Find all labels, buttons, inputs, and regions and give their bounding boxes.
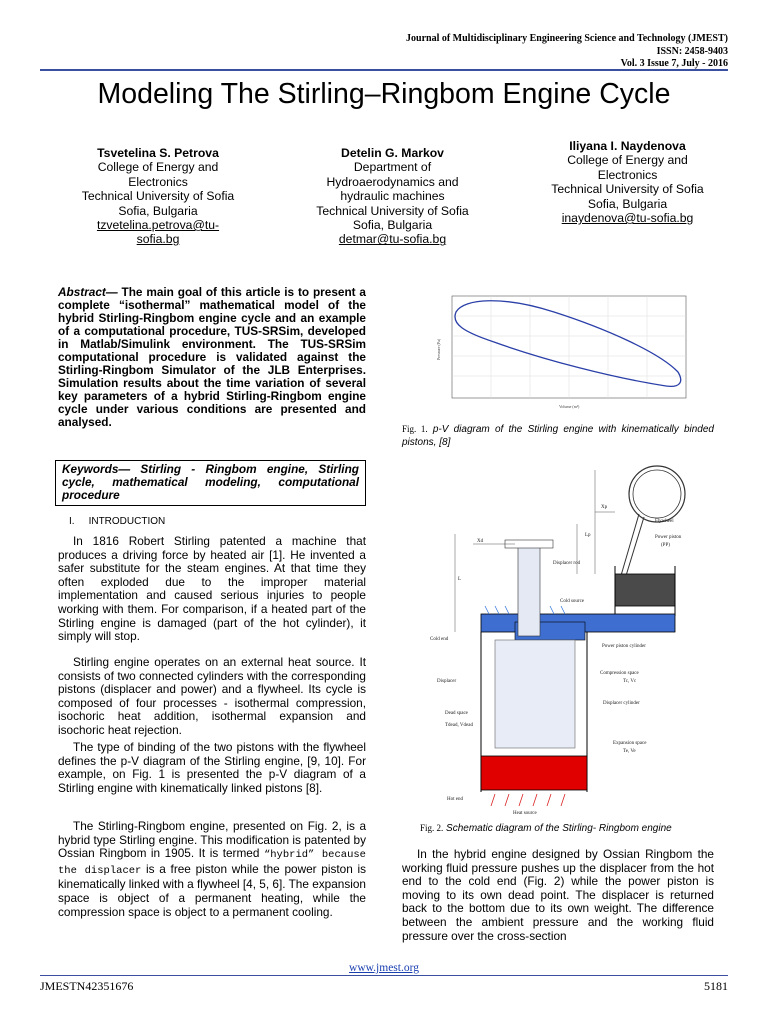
- author-affiliation: Sofia, Bulgaria: [118, 203, 198, 218]
- author-affiliation: Sofia, Bulgaria: [587, 196, 668, 211]
- author-affiliation: Technical University of Sofia: [81, 189, 235, 204]
- power-piston-shape: [615, 574, 675, 606]
- label-pp: (PP): [661, 543, 670, 548]
- section-number: I.: [69, 516, 75, 527]
- author-affiliation: Department of: [353, 160, 432, 175]
- paragraph-4: [58, 820, 366, 919]
- label-dead-space: Dead space: [445, 711, 468, 716]
- journal-volume: Vol. 3 Issue 7, July - 2016: [620, 58, 728, 69]
- author-affiliation: Technical University of Sofia: [551, 182, 704, 197]
- author-affiliation: hydraulic machines: [340, 189, 445, 204]
- paragraph-4-text: The Stirling-Ringbom engine, presented on Fig. 2, is a hybrid type Stirling engine. This modification is patented by Ossian Ringbom in 1905. It is termed: [58, 819, 366, 861]
- right-paragraph: In the hybrid engine designed by Ossian Ringbom the working fluid pressure pushes up the displacer from the hot end to the cold end (Fig. 2) while the power piston is moving to its own dead point. The displacer is returned back to the bottom due to its own weight. The difference between the ambient pressure and the working fluid pressure over the cross-section: [402, 847, 714, 943]
- label-cold-source: Cold source: [560, 599, 585, 604]
- label-compression: Compression space: [600, 671, 639, 676]
- label-displacer-rod: Displacer rod: [553, 561, 581, 566]
- footer-website-link[interactable]: www.jmest.org: [349, 962, 419, 974]
- author-name: Iliyana I. Naydenova: [569, 139, 686, 153]
- author-affiliation: Sofia, Bulgaria: [352, 218, 433, 233]
- label-expansion: Expansion space: [613, 741, 647, 746]
- displacer-shape: [495, 640, 575, 748]
- fig1-ylabel: Pressure (Pa): [436, 338, 441, 360]
- journal-name: Journal of Multidisciplinary Engineering Science and Technology (JMEST): [406, 33, 728, 44]
- abstract-label: Abstract—: [58, 285, 118, 299]
- label-cold-end: Cold end: [430, 637, 449, 642]
- label-flywheel: Flywheel: [655, 519, 674, 524]
- fig2-label: Fig. 2.: [420, 823, 444, 833]
- header-rule: [40, 69, 728, 71]
- author-2: [300, 146, 485, 247]
- label-displacer: Displacer: [437, 679, 457, 684]
- footer-page-number: 5181: [704, 979, 728, 993]
- fig1-label: Fig. 1.: [402, 424, 428, 434]
- fig2-schematic: [415, 462, 725, 817]
- label-ppc: Power piston cylinder: [602, 644, 646, 649]
- keywords-label: Keywords—: [62, 462, 131, 476]
- footer-article-id: JMESTN42351676: [40, 979, 134, 993]
- label-hot-end: Hot end: [447, 797, 463, 802]
- label-tdead: Tdead, Vdead: [445, 723, 473, 728]
- fig1-pv-diagram: [434, 290, 694, 412]
- author-affiliation: College of Energy and: [97, 160, 219, 175]
- fig1-caption-text: p-V diagram of the Stirling engine with kinematically binded pistons, [8]: [402, 424, 714, 448]
- author-affiliation: Hydroaerodynamics and: [326, 174, 459, 189]
- author-3: [535, 139, 720, 225]
- label-lp: Lp: [585, 533, 591, 538]
- label-tcvc: Tc, Vc: [623, 679, 637, 684]
- label-l: L: [458, 577, 462, 582]
- keywords-text: Stirling - Ringbom engine, Stirling cycle, mathematical modeling, computational procedure: [62, 462, 359, 502]
- journal-header: [406, 33, 728, 71]
- abstract: [58, 286, 366, 429]
- section-title: INTRODUCTION: [88, 516, 166, 527]
- paragraph-4-text: is a free piston while the power piston is kinematically linked with a flywheel [4, 5, 6]. The expansion space is object of a permanent heating, while the compression space is object to a permanent cooling.: [58, 861, 366, 919]
- journal-issn: ISSN: 2458-9403: [656, 45, 728, 57]
- paragraph-4-mono: “hybrid” because the displacer: [58, 849, 366, 877]
- fig1-xlabel: Volume (m³): [559, 404, 580, 409]
- section-heading: [69, 516, 165, 527]
- flywheel-icon: [629, 466, 685, 522]
- paragraph-2: Stirling engine operates on an external heat source. It consists of two connected cylinders with the corresponding pistons (displacer and power) and a flywheel. Its cycle is composed of four processes - isothermal compression, isochoric heat addition, isothermal expansion and isochoric heat rejection.: [58, 655, 366, 737]
- label-xd: Xd: [477, 539, 484, 544]
- author-email[interactable]: sofia.bg: [136, 232, 180, 247]
- footer-rule: [40, 975, 728, 976]
- label-power-piston: Power piston: [655, 535, 682, 540]
- hot-end-plate: [481, 756, 587, 790]
- author-email[interactable]: tzvetelina.petrova@tu-: [96, 218, 220, 233]
- author-1: [68, 146, 248, 247]
- author-email[interactable]: inaydenova@tu-sofia.bg: [561, 211, 694, 226]
- label-xp: Xp: [601, 505, 608, 510]
- label-displacer-cyl: Displacer cylinder: [603, 701, 640, 706]
- fig2-caption-text: Schematic diagram of the Stirling- Ringbom engine: [443, 823, 672, 834]
- abstract-text: The main goal of this article is to present a complete “isothermal” mathematical model of the hybrid Stirling-Ringbom engine cycle and an example of a computational procedure, TUS-SRSim, developed in Matlab/Simulink environment. The TUS-SRSim computational procedure is validated against the Stirling-Ringbom Simulator of the JLB Enterprises. Simulation results about the time variation of several key parameters of a hybrid Stirling-Ringbom engine cycle under various conditions are presented and analysed.: [58, 285, 366, 429]
- author-name: Detelin G. Markov: [341, 146, 444, 160]
- author-email[interactable]: detmar@tu-sofia.bg: [338, 232, 447, 247]
- paragraph-1: In 1816 Robert Stirling patented a machine that produces a driving force by heated air [1]. He invented a safer substitute for the steam engines. At that time they often exploded due to the improper material implementation and caused serious injuries to people working with them. For comparison, if a heated part of the Stirling engine is damaged (part of the hot cylinder), it simply will stop.: [58, 534, 366, 644]
- author-affiliation: Technical University of Sofia: [316, 203, 469, 218]
- author-affiliation: College of Energy and: [567, 153, 688, 168]
- label-teve: Te, Ve: [623, 749, 636, 754]
- label-heat-source: Heat source: [513, 811, 537, 816]
- keywords-box: [55, 460, 366, 506]
- fig2-caption: [420, 822, 720, 835]
- paper-title: Modeling The Stirling–Ringbom Engine Cycle: [97, 78, 671, 110]
- paragraph-3: The type of binding of the two pistons with the flywheel defines the p-V diagram of the Stirling engine, [9, 10]. For example, on Fig. 1 is presented the p-V diagram of a Stirling engine with kinematically linked pistons [8].: [58, 740, 366, 795]
- author-affiliation: Electronics: [128, 174, 188, 189]
- author-affiliation: Electronics: [597, 167, 658, 182]
- author-name: Tsvetelina S. Petrova: [97, 146, 219, 160]
- fig1-caption: [402, 423, 714, 449]
